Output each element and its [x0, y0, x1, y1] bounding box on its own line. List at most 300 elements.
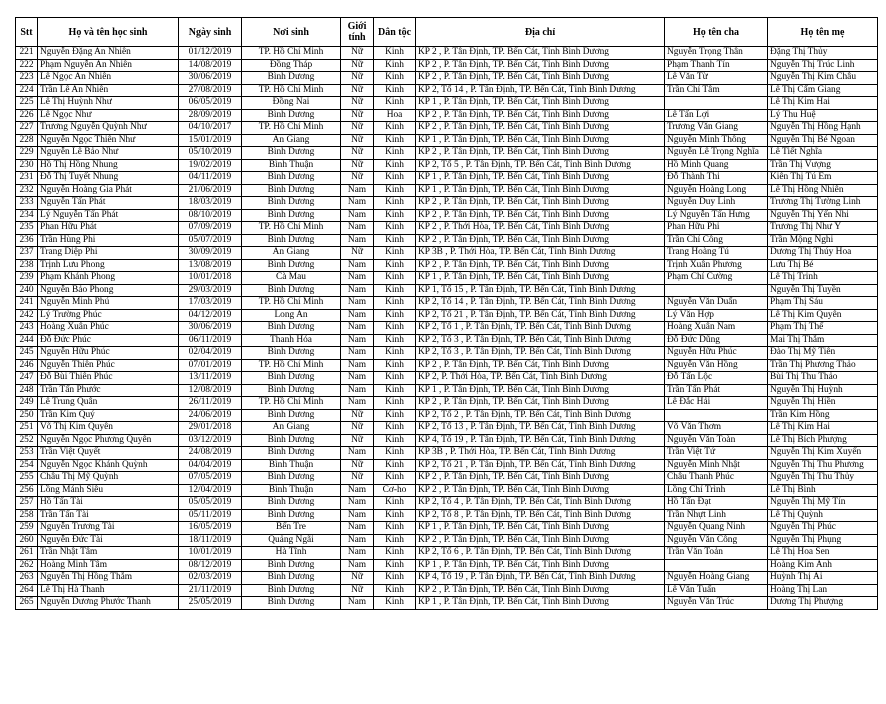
- cell-father-name: Đỗ Thành Thi: [665, 172, 768, 185]
- cell-stt: 242: [16, 309, 38, 322]
- cell-stt: 228: [16, 134, 38, 147]
- cell-birth-place: Bình Dương: [242, 584, 341, 597]
- cell-birth-place: Bình Dương: [242, 559, 341, 572]
- cell-address: KP 2 , P. Tân Định, TP. Bến Cát, Tỉnh Bình Dương: [416, 209, 665, 222]
- cell-ethnicity: Kinh: [374, 247, 416, 260]
- cell-mother-name: Lê Thị Quỳnh: [768, 509, 878, 522]
- cell-gender: Nữ: [341, 147, 374, 160]
- cell-birth-date: 05/10/2019: [179, 147, 242, 160]
- cell-father-name: Nguyễn Trọng Thân: [665, 47, 768, 60]
- cell-birth-place: Hà Tĩnh: [242, 547, 341, 560]
- cell-stt: 230: [16, 159, 38, 172]
- cell-birth-place: An Giang: [242, 422, 341, 435]
- table-row: [16, 259, 878, 272]
- cell-gender: Nam: [341, 234, 374, 247]
- cell-mother-name: Trương Thị Tường Linh: [768, 197, 878, 210]
- cell-birth-date: 04/04/2019: [179, 459, 242, 472]
- cell-stt: 243: [16, 322, 38, 335]
- cell-address: KP 4, Tổ 19 , P. Tân Định, TP. Bến Cát, Tỉnh Bình Dương: [416, 434, 665, 447]
- cell-ethnicity: Kinh: [374, 559, 416, 572]
- cell-address: KP 2, Tổ 3 , P. Tân Định, TP. Bến Cát, Tỉnh Bình Dương: [416, 347, 665, 360]
- cell-father-name: Hoàng Xuân Nam: [665, 322, 768, 335]
- cell-birth-place: Đồng Tháp: [242, 59, 341, 72]
- cell-gender: Nam: [341, 372, 374, 385]
- cell-stt: 264: [16, 584, 38, 597]
- cell-birth-date: 18/11/2019: [179, 534, 242, 547]
- cell-father-name: Phạm Thanh Tín: [665, 59, 768, 72]
- table-row: [16, 597, 878, 610]
- cell-birth-place: Bình Dương: [242, 172, 341, 185]
- cell-address: KP 2 , P. Tân Định, TP. Bến Cát, Tỉnh Bình Dương: [416, 259, 665, 272]
- cell-ethnicity: Kinh: [374, 534, 416, 547]
- cell-ethnicity: Kinh: [374, 184, 416, 197]
- cell-birth-place: Bình Dương: [242, 434, 341, 447]
- cell-father-name: Nguyễn Hoàng Long: [665, 184, 768, 197]
- cell-student-name: Châu Thị Mỹ Quỳnh: [38, 472, 179, 485]
- cell-father-name: Lê Đắc Hải: [665, 397, 768, 410]
- cell-birth-date: 16/05/2019: [179, 522, 242, 535]
- cell-student-name: Nguyễn Đức Tài: [38, 534, 179, 547]
- cell-stt: 258: [16, 509, 38, 522]
- header-gender: Giới tính: [341, 18, 374, 47]
- cell-gender: Nam: [341, 384, 374, 397]
- cell-address: KP 2, P. Thới Hòa, TP. Bến Cát, Tỉnh Bình Dương: [416, 372, 665, 385]
- cell-address: KP 2 , P. Tân Định, TP. Bến Cát, Tỉnh Bình Dương: [416, 59, 665, 72]
- cell-father-name: Lồng Chí Trình: [665, 484, 768, 497]
- table-row: [16, 59, 878, 72]
- cell-student-name: Đỗ Thị Tuyết Nhung: [38, 172, 179, 185]
- cell-stt: 259: [16, 522, 38, 535]
- cell-birth-date: 10/01/2019: [179, 547, 242, 560]
- cell-father-name: Nguyễn Minh Thông: [665, 134, 768, 147]
- cell-gender: Nam: [341, 284, 374, 297]
- cell-address: KP 2 , P. Tân Định, TP. Bến Cát, Tỉnh Bình Dương: [416, 72, 665, 85]
- cell-address: KP 2, Tổ 3 , P. Tân Định, TP. Bến Cát, Tỉnh Bình Dương: [416, 334, 665, 347]
- cell-birth-place: TP. Hồ Chí Minh: [242, 359, 341, 372]
- table-row: [16, 484, 878, 497]
- cell-stt: 248: [16, 384, 38, 397]
- table-row: [16, 397, 878, 410]
- cell-address: KP 2 , P. Tân Định, TP. Bến Cát, Tỉnh Bình Dương: [416, 472, 665, 485]
- cell-ethnicity: Kinh: [374, 372, 416, 385]
- cell-birth-date: 07/09/2019: [179, 222, 242, 235]
- cell-birth-date: 19/02/2019: [179, 159, 242, 172]
- cell-birth-date: 17/03/2019: [179, 297, 242, 310]
- cell-father-name: Nguyễn Quang Ninh: [665, 522, 768, 535]
- cell-address: KP 1 , P. Tân Định, TP. Bến Cát, Tỉnh Bình Dương: [416, 172, 665, 185]
- cell-birth-date: 06/05/2019: [179, 97, 242, 110]
- cell-stt: 223: [16, 72, 38, 85]
- cell-stt: 229: [16, 147, 38, 160]
- cell-gender: Nam: [341, 197, 374, 210]
- cell-ethnicity: Kinh: [374, 409, 416, 422]
- cell-mother-name: Nguyễn Thị Thu Phương: [768, 459, 878, 472]
- cell-address: KP 1 , P. Tân Định, TP. Bến Cát, Tỉnh Bình Dương: [416, 597, 665, 610]
- table-row: [16, 147, 878, 160]
- cell-gender: Nam: [341, 597, 374, 610]
- cell-stt: 261: [16, 547, 38, 560]
- cell-student-name: Võ Thị Kim Quyên: [38, 422, 179, 435]
- cell-student-name: Nguyễn Tấn Phát: [38, 197, 179, 210]
- cell-ethnicity: Kinh: [374, 459, 416, 472]
- cell-birth-place: Bình Dương: [242, 447, 341, 460]
- table-row: [16, 372, 878, 385]
- cell-birth-place: Bình Dương: [242, 197, 341, 210]
- cell-gender: Nam: [341, 297, 374, 310]
- cell-ethnicity: Kinh: [374, 147, 416, 160]
- cell-father-name: Hồ Minh Quang: [665, 159, 768, 172]
- cell-mother-name: Lê Thị Kim Quyên: [768, 309, 878, 322]
- cell-student-name: Nguyễn Ngọc Khánh Quỳnh: [38, 459, 179, 472]
- cell-address: KP 2, Tổ 13 , P. Tân Định, TP. Bến Cát, Tỉnh Bình Dương: [416, 422, 665, 435]
- header-mother-name: Họ tên mẹ: [768, 18, 878, 47]
- header-birth-place: Nơi sinh: [242, 18, 341, 47]
- cell-birth-date: 29/01/2018: [179, 422, 242, 435]
- table-row: [16, 334, 878, 347]
- cell-stt: 250: [16, 409, 38, 422]
- cell-gender: Nữ: [341, 434, 374, 447]
- cell-father-name: [665, 284, 768, 297]
- cell-mother-name: Lê Thị Kim Hai: [768, 97, 878, 110]
- cell-student-name: Nguyễn Dương Phước Thanh: [38, 597, 179, 610]
- cell-address: KP 1 , P. Tân Định, TP. Bến Cát, Tỉnh Bình Dương: [416, 184, 665, 197]
- cell-stt: 263: [16, 572, 38, 585]
- cell-address: KP 3B , P. Thới Hòa, TP. Bến Cát, Tỉnh Bình Dương: [416, 447, 665, 460]
- cell-birth-date: 02/04/2019: [179, 347, 242, 360]
- cell-address: KP 2 , P. Tân Định, TP. Bến Cát, Tỉnh Bình Dương: [416, 397, 665, 410]
- cell-ethnicity: Hoa: [374, 109, 416, 122]
- cell-father-name: Trương Văn Giang: [665, 122, 768, 135]
- cell-birth-place: TP. Hồ Chí Minh: [242, 47, 341, 60]
- cell-mother-name: Kiên Thị Tú Em: [768, 172, 878, 185]
- cell-birth-date: 08/10/2019: [179, 209, 242, 222]
- cell-father-name: Lê Tấn Lợi: [665, 109, 768, 122]
- cell-birth-date: 30/09/2019: [179, 247, 242, 260]
- cell-gender: Nam: [341, 184, 374, 197]
- cell-birth-place: Bình Dương: [242, 209, 341, 222]
- table-row: [16, 184, 878, 197]
- cell-mother-name: Nguyễn Thị Mỹ Tín: [768, 497, 878, 510]
- cell-stt: 256: [16, 484, 38, 497]
- cell-student-name: Lê Ngọc An Nhiên: [38, 72, 179, 85]
- cell-birth-place: Bình Dương: [242, 497, 341, 510]
- cell-ethnicity: Kinh: [374, 197, 416, 210]
- cell-mother-name: Trần Thị Vượng: [768, 159, 878, 172]
- cell-birth-date: 28/09/2019: [179, 109, 242, 122]
- cell-mother-name: Nguyễn Thị Trúc Linh: [768, 59, 878, 72]
- cell-birth-place: Bình Dương: [242, 234, 341, 247]
- table-row: [16, 459, 878, 472]
- cell-father-name: Nguyễn Minh Nhật: [665, 459, 768, 472]
- cell-birth-date: 14/08/2019: [179, 59, 242, 72]
- cell-ethnicity: Kinh: [374, 384, 416, 397]
- cell-ethnicity: Kinh: [374, 334, 416, 347]
- cell-father-name: Châu Thanh Phúc: [665, 472, 768, 485]
- cell-birth-place: Bình Dương: [242, 572, 341, 585]
- cell-birth-date: 02/03/2019: [179, 572, 242, 585]
- cell-gender: Nữ: [341, 97, 374, 110]
- header-row: [16, 18, 878, 47]
- cell-father-name: [665, 97, 768, 110]
- cell-gender: Nữ: [341, 159, 374, 172]
- cell-father-name: Nguyễn Văn Duẩn: [665, 297, 768, 310]
- cell-student-name: Nguyễn Đặng An Nhiên: [38, 47, 179, 60]
- cell-ethnicity: Kinh: [374, 597, 416, 610]
- cell-gender: Nam: [341, 259, 374, 272]
- table-row: [16, 272, 878, 285]
- cell-mother-name: Lý Thu Huệ: [768, 109, 878, 122]
- cell-address: KP 2, Tổ 1 , P. Tân Định, TP. Bến Cát, Tỉnh Bình Dương: [416, 322, 665, 335]
- cell-birth-date: 21/11/2019: [179, 584, 242, 597]
- cell-birth-place: Bình Dương: [242, 384, 341, 397]
- table-row: [16, 247, 878, 260]
- cell-mother-name: Trần Mộng Nghi: [768, 234, 878, 247]
- cell-birth-date: 26/11/2019: [179, 397, 242, 410]
- cell-mother-name: Lê Thị Bình: [768, 484, 878, 497]
- cell-student-name: Nguyễn Hoàng Gia Phát: [38, 184, 179, 197]
- cell-mother-name: Nguyễn Thị Phúc: [768, 522, 878, 535]
- cell-mother-name: Lê Thị Bích Phượng: [768, 434, 878, 447]
- cell-student-name: Nguyễn Trương Tài: [38, 522, 179, 535]
- cell-birth-date: 01/12/2019: [179, 47, 242, 60]
- cell-mother-name: Lê Thị Cẩm Giang: [768, 84, 878, 97]
- cell-address: KP 2 , P. Tân Định, TP. Bến Cát, Tỉnh Bình Dương: [416, 584, 665, 597]
- cell-address: KP 2 , P. Tân Định, TP. Bến Cát, Tỉnh Bình Dương: [416, 484, 665, 497]
- cell-birth-date: 12/04/2019: [179, 484, 242, 497]
- cell-ethnicity: Kinh: [374, 272, 416, 285]
- table-row: [16, 84, 878, 97]
- cell-ethnicity: Kinh: [374, 434, 416, 447]
- cell-birth-place: Bình Dương: [242, 409, 341, 422]
- cell-ethnicity: Kinh: [374, 547, 416, 560]
- cell-stt: 253: [16, 447, 38, 460]
- table-row: [16, 447, 878, 460]
- cell-ethnicity: Kinh: [374, 134, 416, 147]
- cell-mother-name: Phạm Thị Thế: [768, 322, 878, 335]
- cell-mother-name: Nguyễn Thị Huỳnh: [768, 384, 878, 397]
- cell-ethnicity: Kinh: [374, 159, 416, 172]
- cell-birth-date: 24/06/2019: [179, 409, 242, 422]
- cell-gender: Nam: [341, 397, 374, 410]
- cell-gender: Nữ: [341, 122, 374, 135]
- cell-ethnicity: Kinh: [374, 584, 416, 597]
- cell-father-name: Trần Tấn Phát: [665, 384, 768, 397]
- cell-student-name: Trần Việt Quyết: [38, 447, 179, 460]
- cell-gender: Nữ: [341, 47, 374, 60]
- cell-birth-place: Bình Dương: [242, 597, 341, 610]
- table-row: [16, 422, 878, 435]
- cell-ethnicity: Kinh: [374, 309, 416, 322]
- cell-father-name: Lê Văn Từ: [665, 72, 768, 85]
- cell-birth-date: 05/07/2019: [179, 234, 242, 247]
- cell-address: KP 1 , P. Tân Định, TP. Bến Cát, Tỉnh Bình Dương: [416, 384, 665, 397]
- header-stt: Stt: [16, 18, 38, 47]
- cell-birth-place: An Giang: [242, 247, 341, 260]
- cell-student-name: Nguyễn Ngọc Phương Quyên: [38, 434, 179, 447]
- cell-gender: Nữ: [341, 172, 374, 185]
- cell-birth-place: Bình Dương: [242, 372, 341, 385]
- cell-ethnicity: Kinh: [374, 72, 416, 85]
- cell-stt: 236: [16, 234, 38, 247]
- cell-ethnicity: Kinh: [374, 84, 416, 97]
- cell-father-name: Trần Chí Công: [665, 234, 768, 247]
- cell-student-name: Lý Trường Phúc: [38, 309, 179, 322]
- cell-gender: Nam: [341, 522, 374, 535]
- cell-stt: 232: [16, 184, 38, 197]
- cell-mother-name: Trần Thị Phương Thảo: [768, 359, 878, 372]
- table-row: [16, 172, 878, 185]
- cell-gender: Nam: [341, 497, 374, 510]
- cell-address: KP 2, Tổ 14 , P. Tân Định, TP. Bến Cát, Tỉnh Bình Dương: [416, 297, 665, 310]
- cell-birth-place: Bình Dương: [242, 284, 341, 297]
- cell-stt: 222: [16, 59, 38, 72]
- cell-address: KP 2, Tổ 8 , P. Tân Định, TP. Bến Cát, Tỉnh Bình Dương: [416, 509, 665, 522]
- cell-birth-place: An Giang: [242, 134, 341, 147]
- cell-ethnicity: Kinh: [374, 572, 416, 585]
- cell-ethnicity: Kinh: [374, 284, 416, 297]
- cell-student-name: Nguyễn Bảo Phong: [38, 284, 179, 297]
- cell-ethnicity: Kinh: [374, 297, 416, 310]
- cell-mother-name: Nguyễn Thị Phụng: [768, 534, 878, 547]
- cell-birth-place: TP. Hồ Chí Minh: [242, 222, 341, 235]
- cell-stt: 225: [16, 97, 38, 110]
- table-row: [16, 497, 878, 510]
- cell-birth-place: TP. Hồ Chí Minh: [242, 122, 341, 135]
- cell-student-name: Lý Nguyễn Tấn Phát: [38, 209, 179, 222]
- cell-gender: Nam: [341, 447, 374, 460]
- cell-birth-date: 12/08/2019: [179, 384, 242, 397]
- table-row: [16, 97, 878, 110]
- cell-student-name: Hồ Tấn Tài: [38, 497, 179, 510]
- cell-birth-date: 07/05/2019: [179, 472, 242, 485]
- table-row: [16, 122, 878, 135]
- cell-father-name: Trang Hoàng Tú: [665, 247, 768, 260]
- cell-stt: 254: [16, 459, 38, 472]
- cell-student-name: Lê Thị Huỳnh Như: [38, 97, 179, 110]
- cell-address: KP 2 , P. Thới Hòa, TP. Bến Cát, Tỉnh Bình Dương: [416, 222, 665, 235]
- cell-birth-date: 04/11/2019: [179, 172, 242, 185]
- cell-ethnicity: Kinh: [374, 172, 416, 185]
- cell-birth-place: Thanh Hóa: [242, 334, 341, 347]
- cell-birth-date: 30/06/2019: [179, 322, 242, 335]
- cell-address: KP 2, Tổ 5 , P. Tân Định, TP. Bến Cát, Tỉnh Bình Dương: [416, 159, 665, 172]
- cell-stt: 234: [16, 209, 38, 222]
- cell-gender: Nữ: [341, 84, 374, 97]
- cell-address: KP 2, Tổ 6 , P. Tân Định, TP. Bến Cát, Tỉnh Bình Dương: [416, 547, 665, 560]
- table-row: [16, 547, 878, 560]
- cell-mother-name: Nguyễn Thị Bé Ngoan: [768, 134, 878, 147]
- cell-ethnicity: Kinh: [374, 222, 416, 235]
- cell-ethnicity: Kinh: [374, 234, 416, 247]
- cell-mother-name: Nguyễn Thị Tuyền: [768, 284, 878, 297]
- cell-mother-name: Lưu Thị Bé: [768, 259, 878, 272]
- cell-birth-date: 25/05/2019: [179, 597, 242, 610]
- cell-ethnicity: Kinh: [374, 59, 416, 72]
- table-row: [16, 572, 878, 585]
- cell-ethnicity: Kinh: [374, 497, 416, 510]
- cell-birth-place: Bình Dương: [242, 347, 341, 360]
- cell-address: KP 1 , P. Tân Định, TP. Bến Cát, Tỉnh Bình Dương: [416, 272, 665, 285]
- cell-ethnicity: Kinh: [374, 509, 416, 522]
- cell-address: KP 2, Tổ 21 , P. Tân Định, TP. Bến Cát, Tỉnh Bình Dương: [416, 459, 665, 472]
- cell-student-name: Lê Trung Quân: [38, 397, 179, 410]
- header-student-name: Họ và tên học sinh: [38, 18, 179, 47]
- cell-gender: Nam: [341, 272, 374, 285]
- cell-birth-place: Bình Dương: [242, 184, 341, 197]
- cell-birth-date: 04/10/2017: [179, 122, 242, 135]
- cell-birth-date: 13/11/2019: [179, 372, 242, 385]
- cell-student-name: Trần Lê An Nhiên: [38, 84, 179, 97]
- cell-ethnicity: Kinh: [374, 122, 416, 135]
- cell-mother-name: Lê Thị Hoa Sen: [768, 547, 878, 560]
- cell-mother-name: Nguyễn Thị Yến Nhi: [768, 209, 878, 222]
- cell-stt: 231: [16, 172, 38, 185]
- cell-student-name: Trần Tấn Tài: [38, 509, 179, 522]
- cell-mother-name: Dương Thị Thúy Hoa: [768, 247, 878, 260]
- cell-birth-date: 06/11/2019: [179, 334, 242, 347]
- cell-birth-date: 24/08/2019: [179, 447, 242, 460]
- cell-stt: 262: [16, 559, 38, 572]
- cell-stt: 244: [16, 334, 38, 347]
- cell-father-name: Lý Văn Hợp: [665, 309, 768, 322]
- table-row: [16, 47, 878, 60]
- table-row: [16, 559, 878, 572]
- table-row: [16, 322, 878, 335]
- cell-mother-name: Nguyễn Thị Hồng Hạnh: [768, 122, 878, 135]
- cell-address: KP 2, Tổ 4 , P. Tân Định, TP. Bến Cát, Tỉnh Bình Dương: [416, 497, 665, 510]
- cell-mother-name: Nguyễn Thị Thu Thủy: [768, 472, 878, 485]
- cell-address: KP 2, Tổ 14 , P. Tân Định, TP. Bến Cát, Tỉnh Bình Dương: [416, 84, 665, 97]
- cell-stt: 239: [16, 272, 38, 285]
- cell-ethnicity: Kinh: [374, 209, 416, 222]
- cell-birth-place: Bình Dương: [242, 72, 341, 85]
- cell-student-name: Hoàng Xuân Phúc: [38, 322, 179, 335]
- cell-student-name: Trần Kim Quý: [38, 409, 179, 422]
- cell-ethnicity: Kinh: [374, 322, 416, 335]
- cell-father-name: Trần Văn Toản: [665, 547, 768, 560]
- cell-birth-place: TP. Hồ Chí Minh: [242, 397, 341, 410]
- cell-stt: 251: [16, 422, 38, 435]
- cell-mother-name: Nguyễn Thị Hiền: [768, 397, 878, 410]
- cell-address: KP 4, Tổ 19 , P. Tân Định, TP. Bến Cát, Tỉnh Bình Dương: [416, 572, 665, 585]
- cell-birth-date: 05/11/2019: [179, 509, 242, 522]
- cell-father-name: Lê Văn Tuấn: [665, 584, 768, 597]
- cell-stt: 255: [16, 472, 38, 485]
- cell-birth-place: Long An: [242, 309, 341, 322]
- cell-address: KP 2 , P. Tân Định, TP. Bến Cát, Tỉnh Bình Dương: [416, 47, 665, 60]
- cell-stt: 226: [16, 109, 38, 122]
- cell-father-name: Nguyễn Văn Hồng: [665, 359, 768, 372]
- cell-address: KP 1 , P. Tân Định, TP. Bến Cát, Tỉnh Bình Dương: [416, 522, 665, 535]
- cell-mother-name: Phạm Thị Sáu: [768, 297, 878, 310]
- cell-birth-place: Cà Mau: [242, 272, 341, 285]
- cell-father-name: Nguyễn Văn Công: [665, 534, 768, 547]
- cell-student-name: Nguyễn Thiên Phúc: [38, 359, 179, 372]
- cell-mother-name: Lê Thị Hồng Nhiên: [768, 184, 878, 197]
- cell-father-name: Trần Việt Tứ: [665, 447, 768, 460]
- header-father-name: Họ tên cha: [665, 18, 768, 47]
- cell-student-name: Đỗ Bùi Thiên Phúc: [38, 372, 179, 385]
- cell-stt: 233: [16, 197, 38, 210]
- cell-address: KP 2 , P. Tân Định, TP. Bến Cát, Tỉnh Bình Dương: [416, 122, 665, 135]
- cell-stt: 247: [16, 372, 38, 385]
- cell-gender: Nam: [341, 322, 374, 335]
- cell-student-name: Trần Tấn Phước: [38, 384, 179, 397]
- cell-father-name: Hồ Tấn Đạt: [665, 497, 768, 510]
- cell-stt: 252: [16, 434, 38, 447]
- cell-student-name: Phan Hữu Phát: [38, 222, 179, 235]
- cell-gender: Nam: [341, 547, 374, 560]
